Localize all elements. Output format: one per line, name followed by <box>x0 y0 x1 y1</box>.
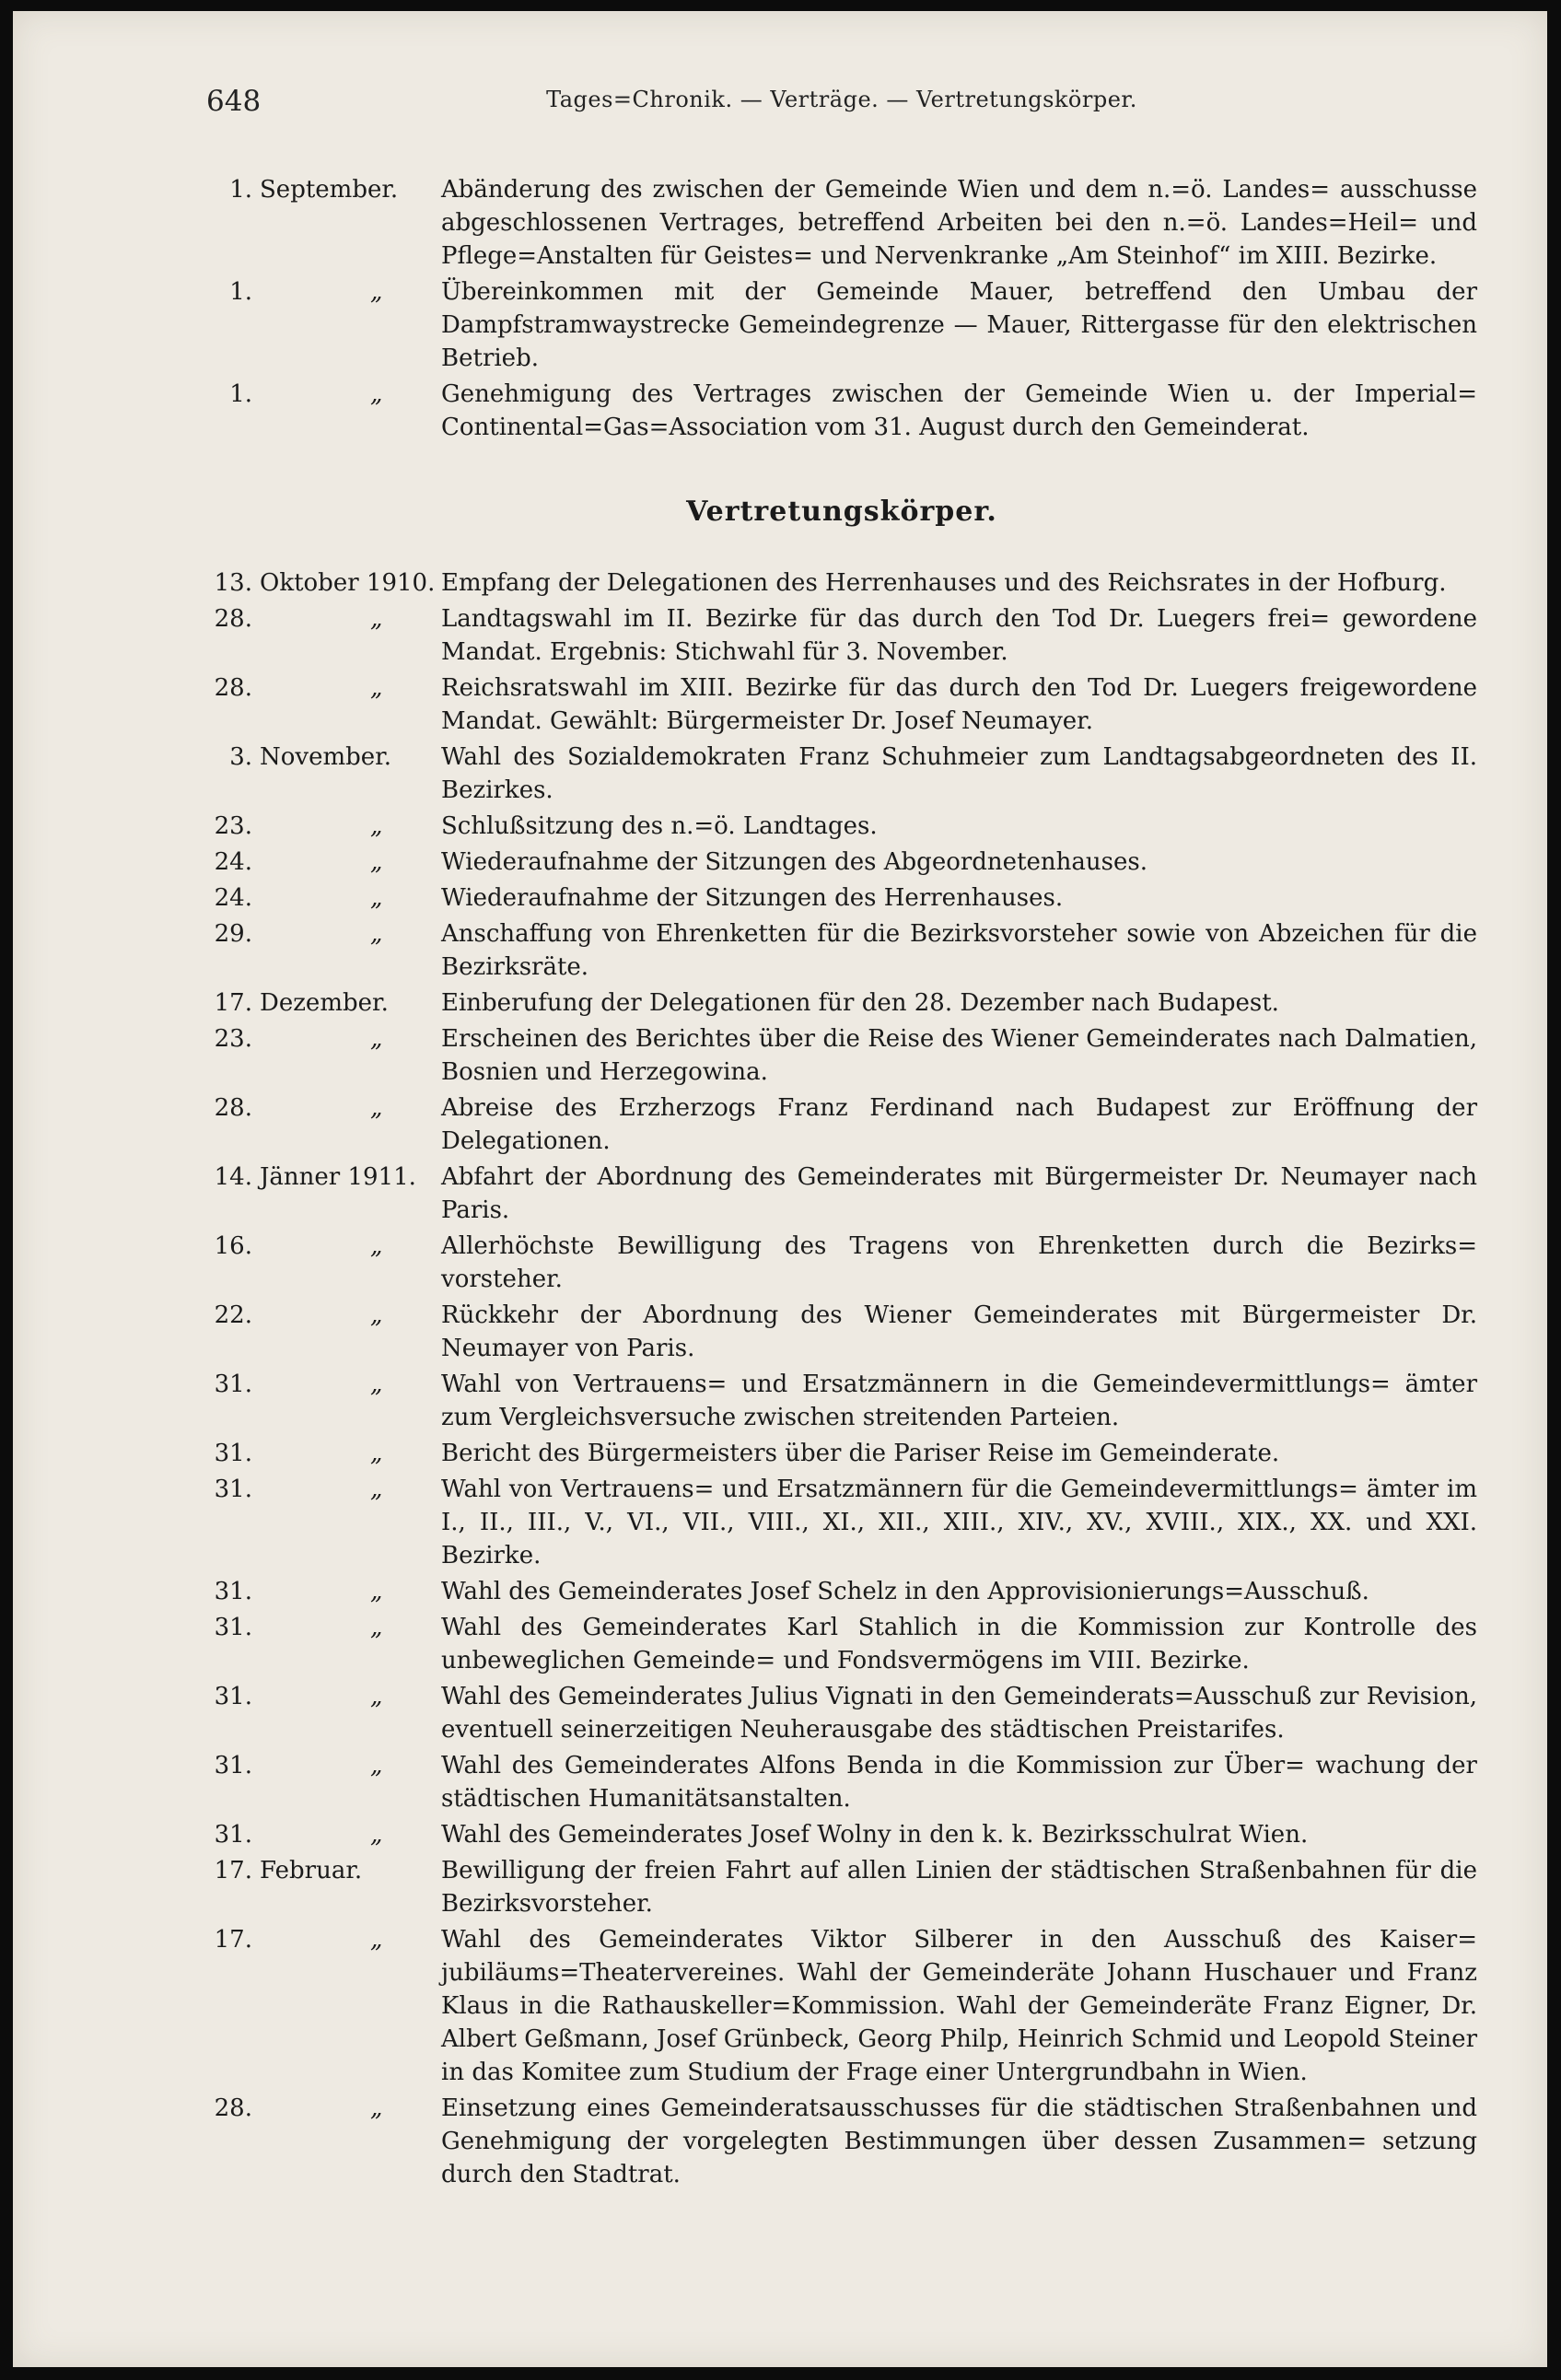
entry-text: Wahl des Gemeinderates Viktor Silberer in den Ausschuß des Kaiser= jubiläums=Theatervereines. Wahl der Gemeinderäte Johann Huschauer und Franz Klaus in die Rathauskeller=Kommission. Wahl der Gemeinderäte Franz Eigner, Dr. Albert Geßmann, Josef Grünbeck, Georg Philp, Heinrich Schmid und Leopold Steiner in das Komitee zum Studium der Frage einer Untergrundbahn in Wien. <box>441 1926 1477 2086</box>
ditto-mark: „ <box>370 1371 383 1398</box>
entry-text: Abreise des Erzherzogs Franz Ferdinand nach Budapest zur Eröffnung der Delegationen. <box>441 1094 1477 1155</box>
entry-month: Oktober 1910. <box>260 569 436 597</box>
entry-day: 24. <box>214 884 252 912</box>
entry-day: 31. <box>214 1752 252 1779</box>
chronicle-entry <box>206 1611 1477 1677</box>
chronicle-entry <box>206 1680 1477 1746</box>
entry-day: 1. <box>229 176 252 204</box>
entry-text: Übereinkommen mit der Gemeinde Mauer, betreffend den Umbau der Dampfstramwaystrecke Gemeindegrenze — Mauer, Rittergasse für den elektrischen Betrieb. <box>441 278 1477 372</box>
entry-text: Wahl des Sozialdemokraten Franz Schuhmeier zum Landtagsabgeordneten des II. Bezirkes. <box>441 743 1477 804</box>
entry-day: 17. <box>214 1926 252 1954</box>
ditto-mark: „ <box>370 380 383 408</box>
chronicle-entry <box>206 810 1477 843</box>
entry-date <box>206 810 441 843</box>
entry-date <box>206 378 441 411</box>
ditto-mark: „ <box>370 1614 383 1641</box>
entry-day: 1. <box>229 380 252 408</box>
entry-text: Wahl des Gemeinderates Josef Wolny in den k. k. Bezirksschulrat Wien. <box>441 1821 1309 1849</box>
scanned-page <box>13 11 1547 2367</box>
entry-text: Empfang der Delegationen des Herrenhauses und des Reichsrates in der Hofburg. <box>441 569 1447 597</box>
entry-text: Erscheinen des Berichtes über die Reise des Wiener Gemeinderates nach Dalmatien, Bosnien und Herzegowina. <box>441 1025 1477 1086</box>
ditto-mark: „ <box>370 1232 383 1260</box>
entry-text: Wahl des Gemeinderates Julius Vignati in den Gemeinderats=Ausschuß zur Revision, eventuell seinerzeitigen Neuherausgabe des städtischen Preistarifes. <box>441 1683 1477 1744</box>
chronicle-entry <box>206 1923 1477 2089</box>
chronicle-entry <box>206 1368 1477 1434</box>
page-content <box>206 173 1477 2194</box>
entry-day: 14. <box>214 1163 252 1191</box>
entry-date <box>206 1230 441 1263</box>
entry-date <box>206 1749 441 1782</box>
chronicle-entry <box>206 1575 1477 1608</box>
entry-text: Abänderung des zwischen der Gemeinde Wien und dem n.=ö. Landes= ausschusse abgeschlossenen Vertrages, betreffend Arbeiten bei den n.=ö. Landes=Heil= und Pflege=Anstalten für Geistes= und Nervenkranke „Am Steinhof“ im XIII. Bezirke. <box>441 176 1477 270</box>
entry-date <box>206 1161 441 1194</box>
chronicle-entry <box>206 173 1477 273</box>
ditto-mark: „ <box>370 920 383 948</box>
entry-text: Schlußsitzung des n.=ö. Landtages. <box>441 812 878 840</box>
entry-day: 31. <box>214 1476 252 1503</box>
entry-date <box>206 1818 441 1851</box>
entry-text: Reichsratswahl im XIII. Bezirke für das durch den Tod Dr. Luegers freigewordene Mandat. Gewählt: Bürgermeister Dr. Josef Neumayer. <box>441 674 1477 735</box>
ditto-mark: „ <box>370 2094 383 2122</box>
entry-text: Wiederaufnahme der Sitzungen des Abgeordnetenhauses. <box>441 848 1147 876</box>
entry-text: Bewilligung der freien Fahrt auf allen Linien der städtischen Straßenbahnen für die Bezirksvorsteher. <box>441 1857 1477 1918</box>
entry-day: 31. <box>214 1683 252 1710</box>
entry-text: Wahl des Gemeinderates Josef Schelz in den Approvisionierungs=Ausschuß. <box>441 1578 1369 1605</box>
entry-text: Allerhöchste Bewilligung des Tragens von Ehrenketten durch die Bezirks= vorsteher. <box>441 1232 1477 1293</box>
ditto-mark: „ <box>370 1578 383 1605</box>
chronicle-entry <box>206 602 1477 669</box>
entry-month: November. <box>260 743 391 771</box>
ditto-mark: „ <box>370 848 383 876</box>
vertretung-list <box>206 566 1477 2191</box>
running-title: Tages=Chronik. — Verträge. — Vertretungskörper. <box>546 87 1137 112</box>
entry-text: Genehmigung des Vertrages zwischen der Gemeinde Wien u. der Imperial= Continental=Gas=Association vom 31. August durch den Gemeinderat. <box>441 380 1477 441</box>
chronicle-entry <box>206 881 1477 915</box>
entry-day: 24. <box>214 848 252 876</box>
entry-month: September. <box>260 176 399 204</box>
entry-day: 28. <box>214 2094 252 2122</box>
chronicle-entry <box>206 1854 1477 1920</box>
entry-text: Anschaffung von Ehrenketten für die Bezirksvorsteher sowie von Abzeichen für die Bezirksräte. <box>441 920 1477 981</box>
entry-date <box>206 275 441 309</box>
entry-date <box>206 1680 441 1713</box>
entry-text: Rückkehr der Abordnung des Wiener Gemeinderates mit Bürgermeister Dr. Neumayer von Paris. <box>441 1301 1477 1362</box>
entry-date <box>206 1091 441 1125</box>
entry-month: Jänner 1911. <box>260 1163 416 1191</box>
section-heading: Vertretungskörper. <box>686 496 997 528</box>
entry-day: 28. <box>214 674 252 702</box>
chronicle-entry <box>206 671 1477 738</box>
chronicle-entry <box>206 378 1477 444</box>
entry-text: Wahl des Gemeinderates Karl Stahlich in die Kommission zur Kontrolle des unbeweglichen Gemeinde= und Fondsvermögens im VIII. Bezirke. <box>441 1614 1477 1674</box>
entry-text: Wahl des Gemeinderates Alfons Benda in die Kommission zur Über= wachung der städtischen Humanitätsanstalten. <box>441 1752 1477 1813</box>
ditto-mark: „ <box>370 1094 383 1122</box>
entry-text: Wiederaufnahme der Sitzungen des Herrenhauses. <box>441 884 1064 912</box>
ditto-mark: „ <box>370 812 383 840</box>
entry-month: Dezember. <box>260 989 389 1017</box>
ditto-mark: „ <box>370 1926 383 1954</box>
entry-date <box>206 1368 441 1401</box>
entry-date <box>206 846 441 879</box>
chronicle-entry <box>206 1473 1477 1572</box>
entry-day: 29. <box>214 920 252 948</box>
chronicle-entry <box>206 1161 1477 1227</box>
entry-day: 16. <box>214 1232 252 1260</box>
chronicle-entry <box>206 1749 1477 1815</box>
entry-day: 28. <box>214 1094 252 1122</box>
entry-date <box>206 1437 441 1470</box>
entry-date <box>206 1022 441 1056</box>
entry-date <box>206 741 441 774</box>
entry-date <box>206 1299 441 1332</box>
entry-date <box>206 1923 441 1956</box>
entry-month: Februar. <box>260 1857 363 1884</box>
entry-date <box>206 1473 441 1506</box>
running-head <box>206 85 1477 131</box>
entry-text: Wahl von Vertrauens= und Ersatzmännern für die Gemeindevermittlungs= ämter im I., II., III., V., VI., VII., VIII., XI., XII., XIII., XIV., XV., XVIII., XIX., XX. und XXI. Bezirke. <box>441 1476 1477 1569</box>
entry-day: 31. <box>214 1371 252 1398</box>
entry-text: Abfahrt der Abordnung des Gemeinderates mit Bürgermeister Dr. Neumayer nach Paris. <box>441 1163 1477 1224</box>
entry-day: 17. <box>214 989 252 1017</box>
chronicle-entry <box>206 741 1477 807</box>
chronicle-entry <box>206 275 1477 375</box>
entry-day: 13. <box>214 569 252 597</box>
entry-day: 23. <box>214 1025 252 1053</box>
chronicle-entry <box>206 2092 1477 2191</box>
chronicle-entry <box>206 846 1477 879</box>
page-number: 648 <box>206 85 262 118</box>
entry-date <box>206 1854 441 1887</box>
chronicle-entry <box>206 917 1477 984</box>
ditto-mark: „ <box>370 1025 383 1053</box>
ditto-mark: „ <box>370 884 383 912</box>
entry-date <box>206 602 441 636</box>
ditto-mark: „ <box>370 1301 383 1329</box>
entry-text: Bericht des Bürgermeisters über die Pariser Reise im Gemeinderate. <box>441 1440 1280 1467</box>
entry-date <box>206 1575 441 1608</box>
ditto-mark: „ <box>370 605 383 633</box>
chronicle-entry <box>206 986 1477 1020</box>
entry-day: 31. <box>214 1614 252 1641</box>
entry-day: 31. <box>214 1821 252 1849</box>
ditto-mark: „ <box>370 1476 383 1503</box>
entry-date <box>206 173 441 206</box>
entry-day: 22. <box>214 1301 252 1329</box>
entry-day: 3. <box>229 743 252 771</box>
entry-text: Einberufung der Delegationen für den 28. Dezember nach Budapest. <box>441 989 1279 1017</box>
chronicle-entry <box>206 1022 1477 1089</box>
entry-date <box>206 1611 441 1644</box>
entry-text: Landtagswahl im II. Bezirke für das durch den Tod Dr. Luegers frei= gewordene Mandat. Ergebnis: Stichwahl für 3. November. <box>441 605 1477 666</box>
entry-day: 31. <box>214 1440 252 1467</box>
entry-text: Wahl von Vertrauens= und Ersatzmännern in die Gemeindevermittlungs= ämter zum Vergleichsversuche zwischen streitenden Parteien. <box>441 1371 1477 1431</box>
ditto-mark: „ <box>370 1821 383 1849</box>
entry-date <box>206 671 441 705</box>
chronicle-entry <box>206 566 1477 600</box>
entry-date <box>206 566 441 600</box>
entry-day: 31. <box>214 1578 252 1605</box>
chronicle-entry <box>206 1437 1477 1470</box>
entry-day: 23. <box>214 812 252 840</box>
ditto-mark: „ <box>370 1683 383 1710</box>
chronicle-entry <box>206 1091 1477 1158</box>
entry-date <box>206 986 441 1020</box>
vertraege-list <box>206 173 1477 444</box>
ditto-mark: „ <box>370 1752 383 1779</box>
chronicle-entry <box>206 1818 1477 1851</box>
chronicle-entry <box>206 1299 1477 1365</box>
ditto-mark: „ <box>370 1440 383 1467</box>
entry-date <box>206 917 441 951</box>
chronicle-entry <box>206 1230 1477 1296</box>
entry-text: Einsetzung eines Gemeinderatsausschusses für die städtischen Straßenbahnen und Genehmigung der vorgelegten Bestimmungen über dessen Zusammen= setzung durch den Stadtrat. <box>441 2094 1477 2188</box>
entry-date <box>206 881 441 915</box>
entry-date <box>206 2092 441 2125</box>
entry-day: 28. <box>214 605 252 633</box>
entry-day: 17. <box>214 1857 252 1884</box>
ditto-mark: „ <box>370 674 383 702</box>
entry-day: 1. <box>229 278 252 306</box>
ditto-mark: „ <box>370 278 383 306</box>
